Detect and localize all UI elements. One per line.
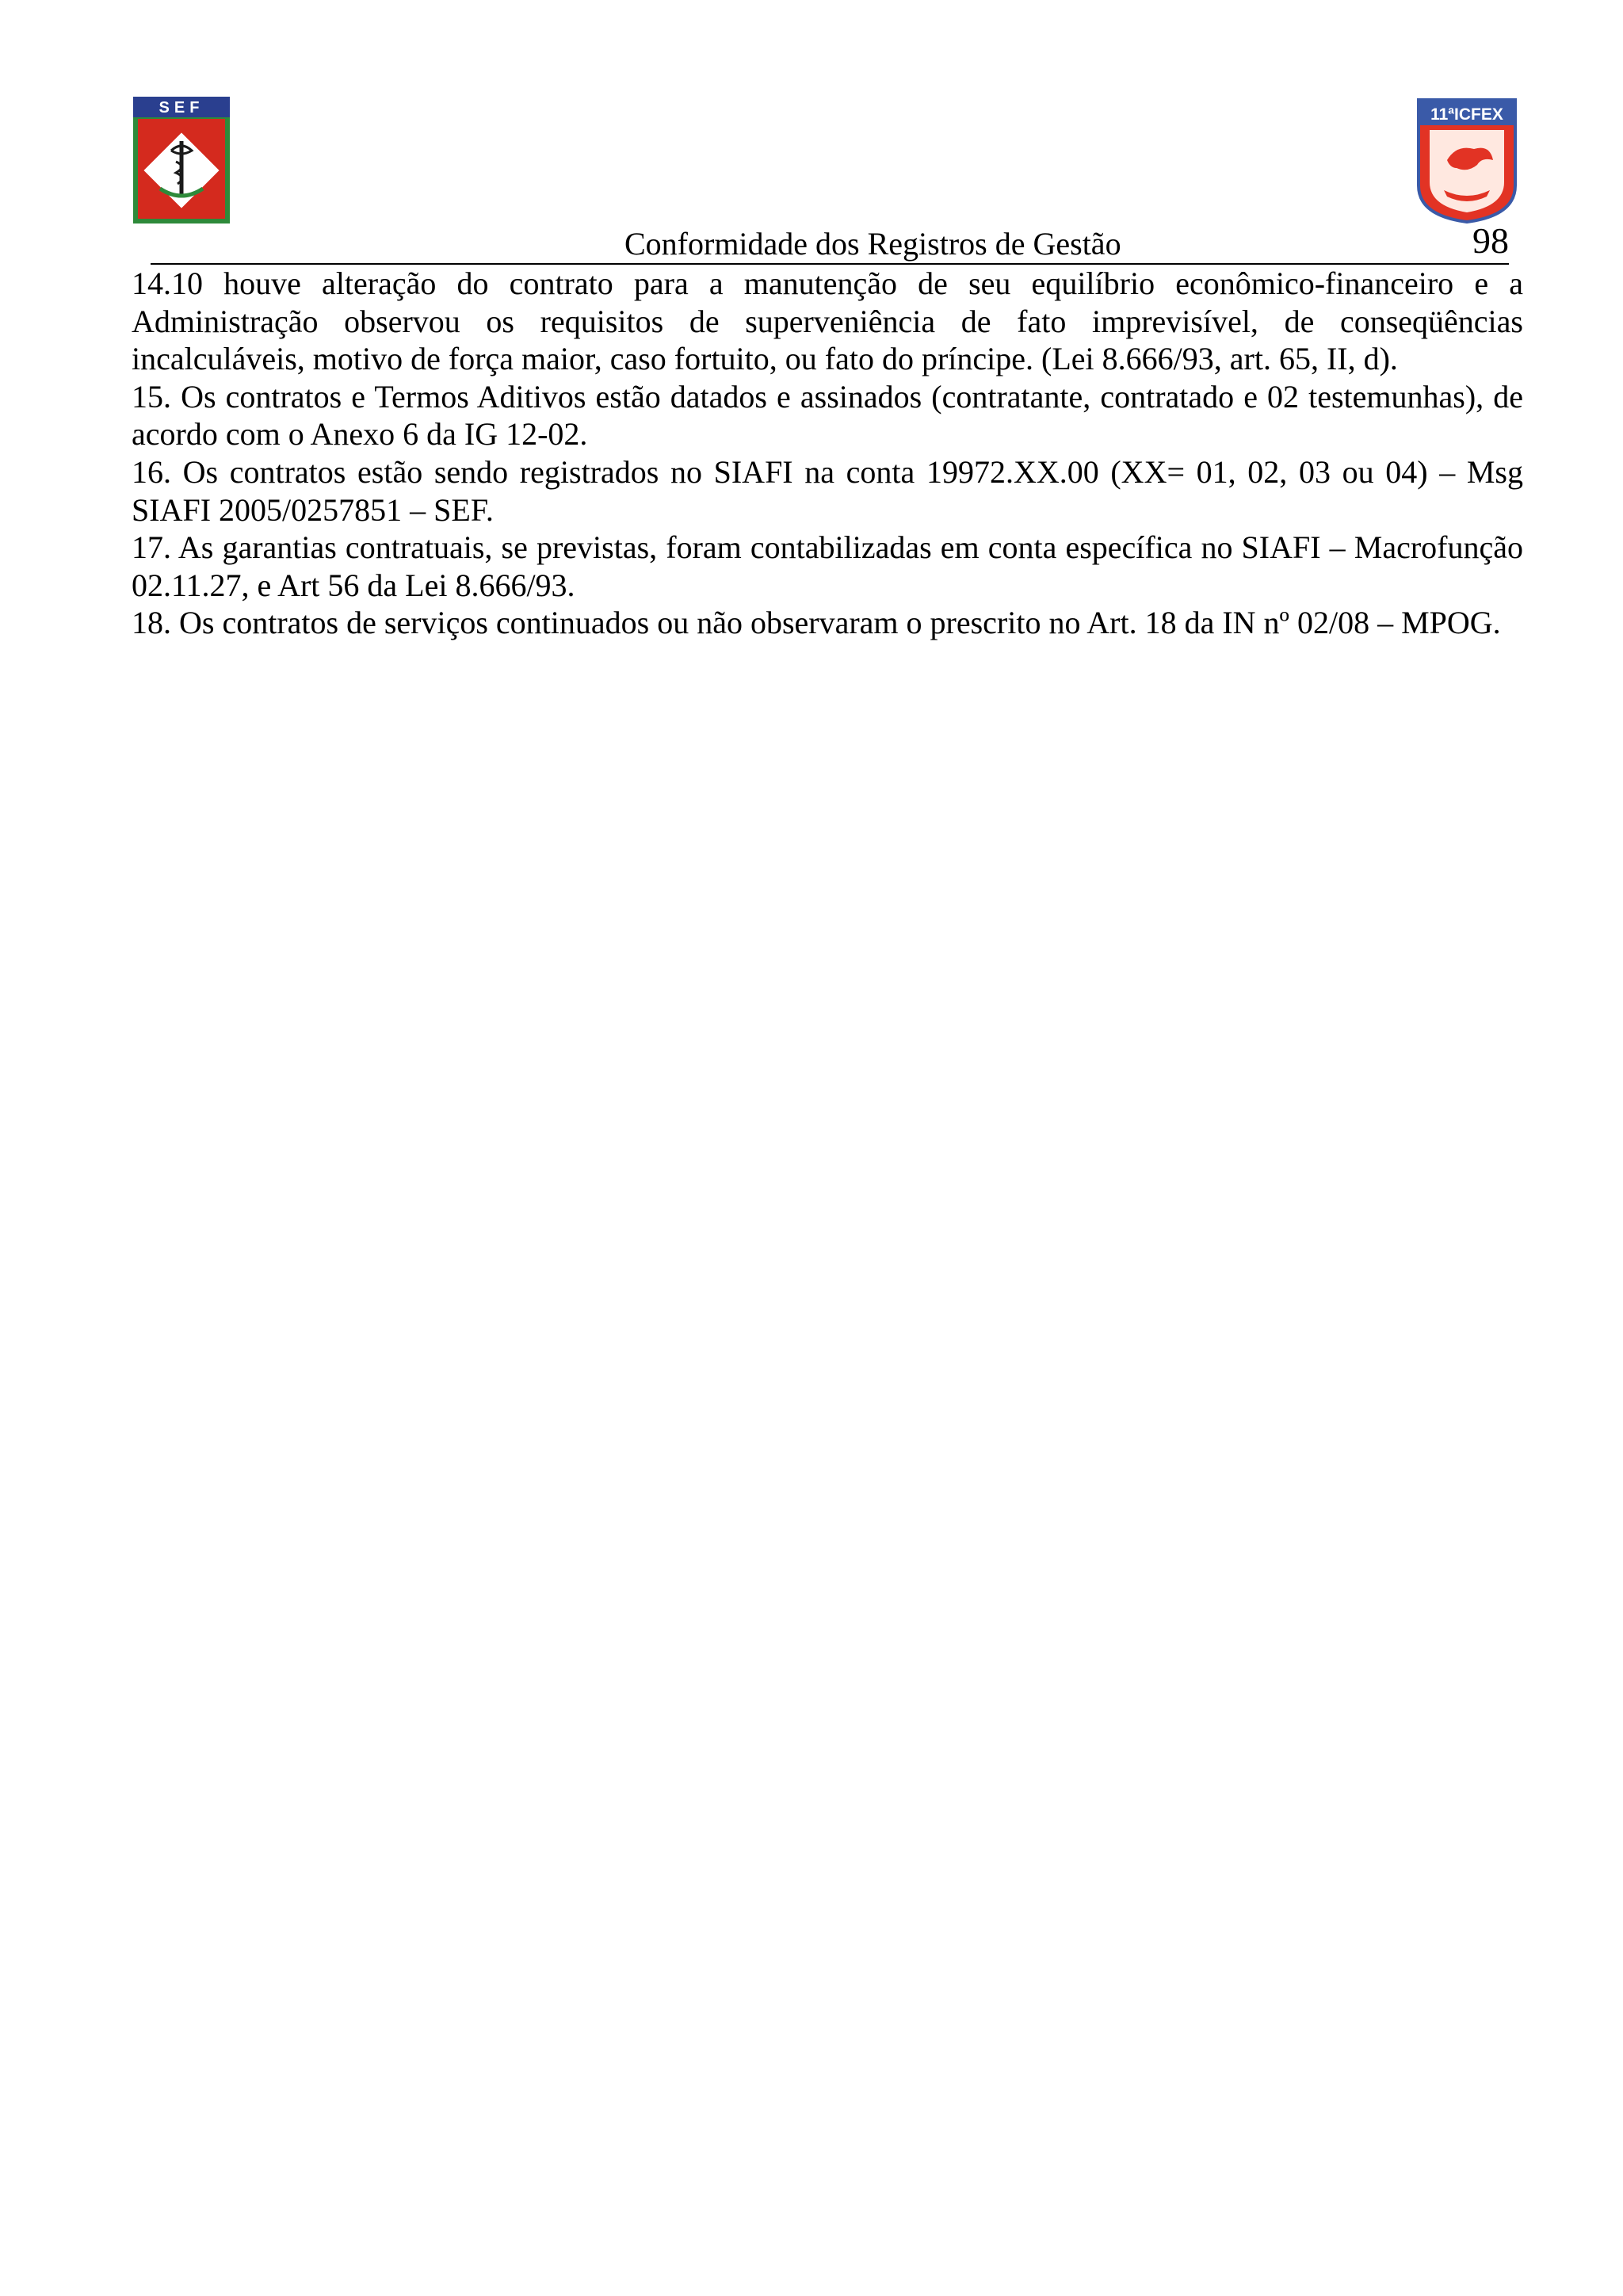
page-number: 98 xyxy=(1472,220,1509,261)
paragraph-15: 15. Os contratos e Termos Aditivos estão datados e assinados (contratante, contratado e 02 testemunhas), de acordo com o Anexo 6 da IG 12-02. xyxy=(132,378,1523,453)
paragraph-16: 16. Os contratos estão sendo registrados no SIAFI na conta 19972.XX.00 (XX= 01, 02, 03 ou 04) – Msg SIAFI 2005/0257851 – SEF. xyxy=(132,453,1523,528)
running-header xyxy=(151,220,1509,265)
icfex-logo-text: 11ªICFEX xyxy=(1430,105,1503,124)
paragraph-17: 17. As garantias contratuais, se previstas, foram contabilizadas em conta específica no SIAFI – Macrofunção 02.11.27, e Art 56 da Lei 8.666/93. xyxy=(132,529,1523,603)
paragraph-14-10: 14.10 houve alteração do contrato para a manutenção de seu equilíbrio econômico-financeiro e a Administração observou os requisitos de superveniência de fato imprevisível, de conseqüências incalculáveis, motivo de força maior, caso fortuito, ou fato do príncipe. (Lei 8.666/93, art. 65, II, d). xyxy=(132,266,1523,377)
paragraph-18: 18. Os contratos de serviços continuados ou não observaram o prescrito no Art. 18 da IN nº 02/08 – MPOG. xyxy=(132,605,1501,641)
sef-logo-text: SEF xyxy=(158,99,204,117)
header-title: Conformidade dos Registros de Gestão xyxy=(624,226,1121,262)
sef-shield-logo xyxy=(132,95,231,225)
document-body xyxy=(132,265,1523,642)
icfex-shield-logo xyxy=(1415,97,1518,225)
